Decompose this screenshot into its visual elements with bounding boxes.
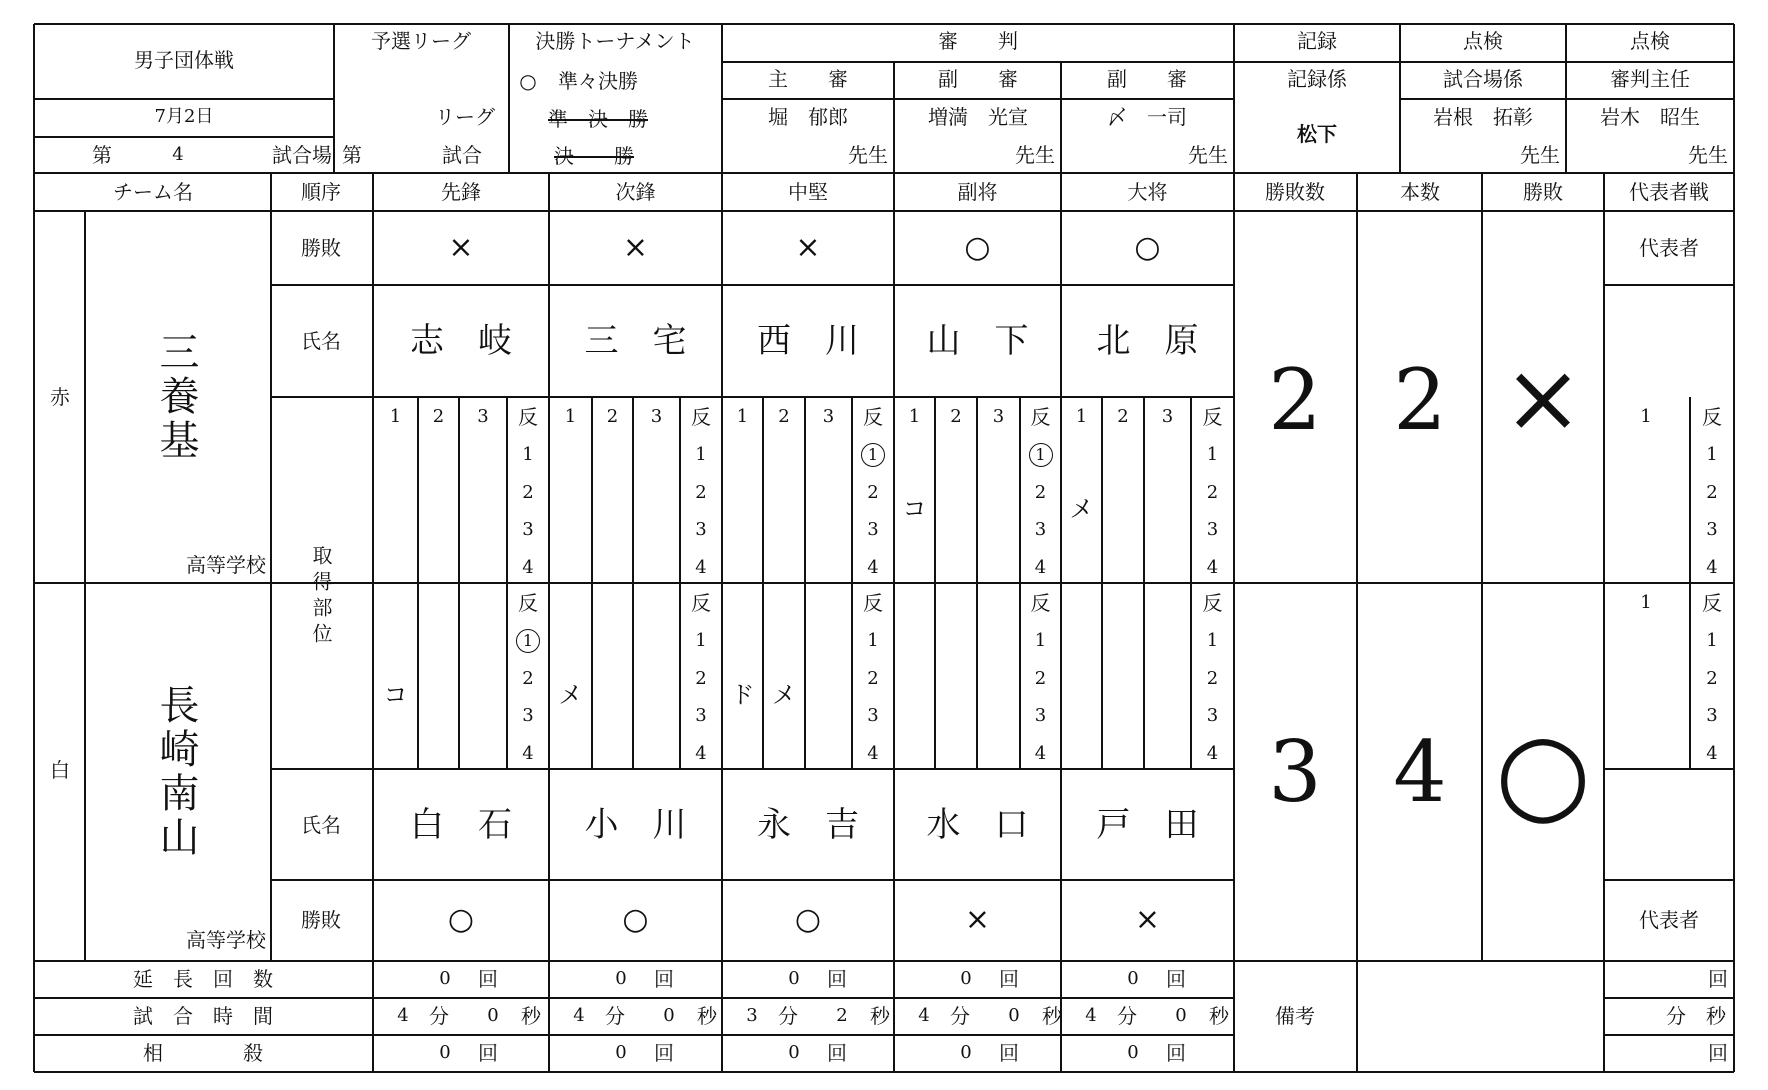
player-name: 戸 田	[1096, 805, 1199, 845]
venue-staff-name: 岩根 拓彰	[1433, 105, 1533, 129]
grid-line	[1233, 173, 1235, 1072]
round-marker: ○	[519, 69, 537, 93]
foul-label: 反	[1030, 591, 1051, 615]
grid-line	[333, 24, 335, 173]
bout-result: ○	[1134, 230, 1161, 265]
grid-line	[271, 396, 1234, 398]
grid-line	[271, 768, 1234, 770]
grid-line	[34, 1034, 1234, 1036]
grid-line	[34, 210, 1734, 212]
grid-line	[84, 211, 86, 961]
prelim-league-label: 予選リーグ	[371, 29, 471, 53]
player-name: 三 宅	[584, 321, 687, 361]
rep-foul-label: 反	[1702, 591, 1722, 615]
time-seconds: 0	[487, 1005, 499, 1026]
sub-referee-name-1: 増満 光宣	[928, 105, 1028, 129]
foul-count: 4	[695, 742, 707, 764]
grid-line	[1565, 24, 1567, 173]
referee-label: 審 判	[938, 29, 1018, 53]
point-number: 3	[992, 406, 1005, 427]
venue-staff-label: 試合場係	[1443, 67, 1523, 91]
foul-count: 4	[867, 556, 879, 578]
rep-number-white: 1	[1640, 592, 1652, 613]
overtime-unit: 回	[654, 967, 674, 991]
aiuchi-value: 0	[615, 1042, 627, 1063]
rep-minute-unit: 分	[1666, 1004, 1686, 1028]
grid-line	[372, 173, 374, 1072]
bout-result: ×	[795, 230, 821, 265]
grid-line	[1233, 24, 1235, 173]
overtime-value: 0	[788, 968, 800, 989]
point-number: 2	[432, 406, 445, 427]
minute-unit: 分	[605, 1004, 625, 1028]
foul-count: 3	[867, 705, 879, 726]
point-number: 3	[1161, 406, 1174, 427]
sub-referee-label-1: 副 審	[938, 67, 1018, 91]
grid-line	[762, 397, 764, 769]
round-quarter-final: 準々決勝	[558, 69, 638, 93]
grid-line	[893, 173, 895, 1072]
time-minutes: 4	[397, 1005, 409, 1026]
bout-result: ○	[794, 902, 822, 937]
point-number: 3	[822, 406, 835, 427]
column-result: 勝敗	[1523, 180, 1563, 204]
column-position: 次鋒	[615, 180, 656, 204]
point-number: 1	[736, 406, 749, 427]
foul-label: 反	[1202, 591, 1223, 615]
point-number: 3	[650, 406, 663, 427]
player-name: 志 岐	[410, 321, 512, 361]
label-win-loss-white: 勝敗	[301, 908, 341, 932]
point-number: 1	[908, 406, 921, 427]
foul-count: 1	[522, 444, 534, 465]
foul-count: 3	[867, 519, 879, 540]
foul-count: 2	[695, 667, 707, 689]
grid-line	[851, 397, 853, 769]
foul-count: 1	[867, 630, 879, 651]
white-total-points: 4	[1393, 723, 1447, 821]
grid-line	[506, 397, 508, 769]
red-outcome: ×	[1502, 342, 1584, 454]
second-unit: 秒	[697, 1004, 717, 1028]
rep-foul-label: 反	[1702, 405, 1722, 429]
column-rep-match: 代表者戦	[1629, 180, 1709, 204]
column-position: 中堅	[788, 180, 828, 204]
foul-count: 1	[1034, 630, 1047, 651]
red-school-name: 三養基	[153, 331, 199, 463]
foul-count: 4	[867, 742, 879, 764]
grid-line	[1689, 397, 1691, 769]
label-name-red: 氏名	[301, 329, 341, 353]
record-label: 記録	[1297, 29, 1337, 53]
foul-label: 反	[518, 405, 538, 429]
rep-aiuchi-unit: 回	[1708, 1041, 1728, 1065]
aiuchi-unit: 回	[827, 1041, 847, 1065]
sheet-left-border	[33, 24, 35, 1072]
point-number: 1	[389, 406, 402, 427]
match-date: 7月2日	[154, 106, 214, 127]
rep-foul-count: 1	[1706, 444, 1718, 465]
grid-line	[458, 397, 460, 769]
foul-count: 2	[867, 667, 879, 689]
foul-count: 3	[522, 519, 534, 540]
time-seconds: 2	[836, 1005, 848, 1026]
point-number: 1	[1075, 406, 1088, 427]
second-unit: 秒	[1042, 1004, 1062, 1028]
grid-line	[34, 960, 1734, 962]
scored-point: ド	[730, 680, 755, 709]
foul-count: 3	[695, 519, 707, 540]
foul-count: 4	[1206, 742, 1219, 764]
column-position: 先鋒	[441, 180, 481, 204]
sub-referee-name-2: 〆 一司	[1107, 105, 1187, 129]
school-suffix-red: 高等学校	[186, 553, 266, 577]
grid-line	[1604, 768, 1734, 770]
grid-line	[722, 98, 1234, 100]
foul-count: 3	[522, 705, 534, 726]
label-win-loss-red: 勝敗	[301, 236, 341, 260]
foul-count: 2	[867, 481, 879, 503]
grid-line	[1604, 997, 1734, 999]
column-wins: 勝敗数	[1265, 180, 1325, 204]
overtime-label: 延 長 回 数	[133, 967, 273, 991]
grid-line	[591, 397, 593, 769]
scored-point: メ	[1069, 494, 1094, 523]
foul-count: 3	[1034, 705, 1047, 726]
overtime-unit: 回	[827, 967, 847, 991]
foul-count: 4	[522, 556, 534, 578]
grid-line	[1356, 173, 1358, 961]
time-minutes: 4	[918, 1005, 930, 1026]
grid-line	[934, 397, 936, 769]
recorder-label: 記録係	[1287, 67, 1347, 91]
check-label-2: 点検	[1630, 29, 1670, 53]
column-position: 大将	[1127, 180, 1168, 204]
rep-second-unit: 秒	[1706, 1004, 1726, 1028]
grid-line	[34, 136, 334, 138]
grid-line	[1060, 62, 1062, 173]
rep-overtime-unit: 回	[1708, 967, 1728, 991]
venue-suffix: 試合場	[272, 143, 332, 167]
foul-label: 反	[863, 591, 883, 615]
white-outcome: ○	[1495, 708, 1591, 836]
grid-line	[508, 24, 510, 173]
chief-judge-name: 岩木 昭生	[1600, 105, 1700, 129]
rep-foul-count: 4	[1706, 556, 1718, 578]
foul-count-circled: 1	[861, 443, 885, 467]
aiuchi-label: 相 殺	[143, 1041, 263, 1065]
column-points: 本数	[1400, 180, 1440, 204]
bout-result: ×	[1134, 902, 1161, 937]
sensei-suffix: 先生	[1188, 143, 1228, 167]
grid-line	[34, 582, 1234, 584]
sub-referee-label-2: 副 審	[1107, 67, 1187, 91]
rep-foul-count: 3	[1706, 519, 1718, 540]
player-name: 山 下	[926, 321, 1029, 361]
grid-line	[722, 61, 1734, 63]
time-seconds: 0	[1008, 1005, 1020, 1026]
label-white-team: 白	[50, 758, 70, 782]
label-scoring-parts: 取得部位	[309, 545, 333, 649]
time-minutes: 4	[573, 1005, 585, 1026]
foul-count: 1	[695, 444, 707, 465]
bout-result: ×	[622, 230, 649, 265]
foul-label: 反	[863, 405, 883, 429]
rep-foul-count: 4	[1706, 742, 1718, 764]
round-final: 決 勝	[554, 144, 634, 168]
foul-count: 1	[695, 630, 707, 651]
foul-count: 1	[1206, 444, 1219, 465]
point-number: 2	[778, 406, 790, 427]
aiuchi-unit: 回	[1166, 1041, 1186, 1065]
bout-result: ×	[448, 230, 474, 265]
match-suffix: 試合	[442, 143, 482, 167]
rep-label-red: 代表者	[1639, 236, 1699, 260]
minute-unit: 分	[778, 1004, 798, 1028]
column-order: 順序	[301, 180, 341, 204]
rep-foul-count: 2	[1706, 481, 1718, 503]
match-prefix: 第	[342, 143, 362, 167]
grid-line	[721, 24, 723, 173]
second-unit: 秒	[870, 1004, 890, 1028]
red-total-points: 2	[1393, 351, 1447, 449]
grid-line	[1190, 397, 1192, 769]
grid-line	[1400, 98, 1734, 100]
label-red-team: 赤	[50, 385, 70, 409]
foul-count: 4	[1034, 556, 1047, 578]
point-number: 3	[477, 406, 489, 427]
grid-line	[721, 173, 723, 1072]
foul-label: 反	[1030, 405, 1051, 429]
column-position: 副将	[957, 180, 998, 204]
round-semi-final: 準 決 勝	[548, 107, 648, 131]
point-number: 2	[950, 406, 962, 427]
sheet-right-border	[1733, 24, 1735, 1072]
grid-line	[679, 397, 681, 769]
foul-count: 3	[1034, 519, 1047, 540]
foul-count: 2	[1206, 667, 1219, 689]
rep-label-white: 代表者	[1639, 908, 1699, 932]
foul-count: 2	[1034, 481, 1047, 503]
foul-label: 反	[1202, 405, 1223, 429]
overtime-value: 0	[439, 968, 451, 989]
grid-line	[271, 284, 1234, 286]
player-name: 永 吉	[757, 805, 859, 845]
sensei-suffix: 先生	[1520, 143, 1560, 167]
white-total-wins: 3	[1268, 723, 1322, 821]
grid-line	[548, 173, 550, 1072]
foul-count: 2	[1034, 667, 1047, 689]
foul-count: 2	[522, 481, 534, 503]
grid-line	[34, 172, 1734, 174]
scored-point: メ	[558, 680, 583, 709]
aiuchi-value: 0	[1127, 1042, 1139, 1063]
foul-count: 2	[695, 481, 707, 503]
overtime-unit: 回	[478, 967, 498, 991]
grid-line	[271, 879, 1234, 881]
rep-foul-count: 3	[1706, 705, 1718, 726]
column-team-name: チーム名	[113, 180, 193, 204]
sheet-bottom-border	[34, 1071, 1734, 1073]
overtime-unit: 回	[1166, 967, 1186, 991]
foul-count: 2	[522, 667, 534, 689]
foul-label: 反	[518, 591, 538, 615]
bout-result: ○	[622, 902, 649, 937]
minute-unit: 分	[1117, 1004, 1137, 1028]
player-name: 北 原	[1096, 321, 1199, 361]
foul-count: 1	[1206, 630, 1219, 651]
grid-line	[1604, 1034, 1734, 1036]
foul-count: 3	[695, 705, 707, 726]
grid-line	[1356, 961, 1358, 1072]
sheet-top-border	[34, 23, 1734, 25]
overtime-value: 0	[960, 968, 972, 989]
aiuchi-value: 0	[788, 1042, 800, 1063]
player-name: 白 石	[410, 805, 512, 845]
rep-foul-count: 1	[1706, 630, 1718, 651]
scored-point: コ	[902, 494, 927, 523]
overtime-value: 0	[615, 968, 627, 989]
grid-line	[1481, 173, 1483, 961]
foul-label: 反	[691, 405, 711, 429]
aiuchi-value: 0	[439, 1042, 451, 1063]
sensei-suffix: 先生	[1015, 143, 1055, 167]
foul-count: 3	[1206, 705, 1219, 726]
grid-line	[804, 397, 806, 769]
minute-unit: 分	[429, 1004, 449, 1028]
foul-count-circled: 1	[516, 629, 540, 653]
white-school-name: 長崎南山	[153, 684, 199, 860]
venue-prefix: 第	[92, 143, 112, 167]
sensei-suffix: 先生	[848, 143, 888, 167]
grid-line	[1019, 397, 1021, 769]
foul-count: 4	[1206, 556, 1219, 578]
foul-count-circled: 1	[1029, 443, 1053, 467]
chief-referee-label: 主 審	[768, 67, 848, 91]
aiuchi-unit: 回	[999, 1041, 1019, 1065]
foul-label: 反	[691, 591, 711, 615]
sensei-suffix: 先生	[1688, 143, 1728, 167]
grid-line	[1101, 397, 1103, 769]
aiuchi-unit: 回	[478, 1041, 498, 1065]
league-suffix: リーグ	[435, 105, 495, 129]
label-name-white: 氏名	[301, 813, 341, 837]
grid-line	[1143, 397, 1145, 769]
bout-result: ×	[964, 902, 991, 937]
school-suffix-white: 高等学校	[186, 928, 266, 952]
foul-count: 4	[1034, 742, 1047, 764]
player-name: 小 川	[584, 805, 687, 845]
aiuchi-unit: 回	[654, 1041, 674, 1065]
grid-line	[1603, 173, 1605, 1072]
time-minutes: 3	[746, 1005, 758, 1026]
rep-number-red: 1	[1640, 406, 1652, 427]
grid-line	[34, 997, 1234, 999]
recorder-name: 松下	[1297, 122, 1337, 146]
player-name: 水 口	[926, 805, 1029, 845]
grid-line	[1060, 173, 1062, 1072]
second-unit: 秒	[1209, 1004, 1229, 1028]
grid-line	[1604, 879, 1734, 881]
foul-count: 4	[522, 742, 534, 764]
grid-line	[34, 98, 334, 100]
point-number: 1	[564, 406, 577, 427]
foul-count: 3	[1206, 519, 1219, 540]
second-unit: 秒	[521, 1004, 541, 1028]
time-seconds: 0	[1175, 1005, 1187, 1026]
time-seconds: 0	[663, 1005, 675, 1026]
chief-referee-name: 堀 郁郎	[768, 105, 848, 129]
check-label-1: 点検	[1463, 29, 1503, 53]
player-name: 西 川	[757, 321, 859, 361]
overtime-value: 0	[1127, 968, 1139, 989]
grid-line	[417, 397, 419, 769]
grid-line	[270, 173, 272, 961]
grid-line	[632, 397, 634, 769]
grid-line	[976, 397, 978, 769]
time-minutes: 4	[1085, 1005, 1097, 1026]
scored-point: メ	[772, 680, 796, 709]
time-label: 試 合 時 間	[133, 1004, 273, 1028]
foul-count: 2	[1206, 481, 1219, 503]
scored-point: コ	[383, 680, 408, 709]
grid-line	[1604, 284, 1734, 286]
grid-line	[1399, 24, 1401, 173]
bout-result: ○	[964, 230, 991, 265]
minute-unit: 分	[950, 1004, 970, 1028]
point-number: 2	[606, 406, 619, 427]
venue-number: 4	[172, 144, 184, 165]
overtime-unit: 回	[999, 967, 1019, 991]
event-title: 男子団体戦	[134, 48, 234, 72]
rep-foul-count: 2	[1706, 667, 1718, 689]
aiuchi-value: 0	[960, 1042, 972, 1063]
remarks-label: 備考	[1275, 1004, 1315, 1028]
tournament-label: 決勝トーナメント	[535, 29, 695, 53]
chief-judge-label: 審判主任	[1610, 67, 1690, 91]
bout-result: ○	[447, 902, 475, 937]
grid-line	[1234, 582, 1734, 584]
grid-line	[893, 62, 895, 173]
foul-count: 4	[695, 556, 707, 578]
red-total-wins: 2	[1268, 351, 1322, 449]
point-number: 2	[1117, 406, 1129, 427]
